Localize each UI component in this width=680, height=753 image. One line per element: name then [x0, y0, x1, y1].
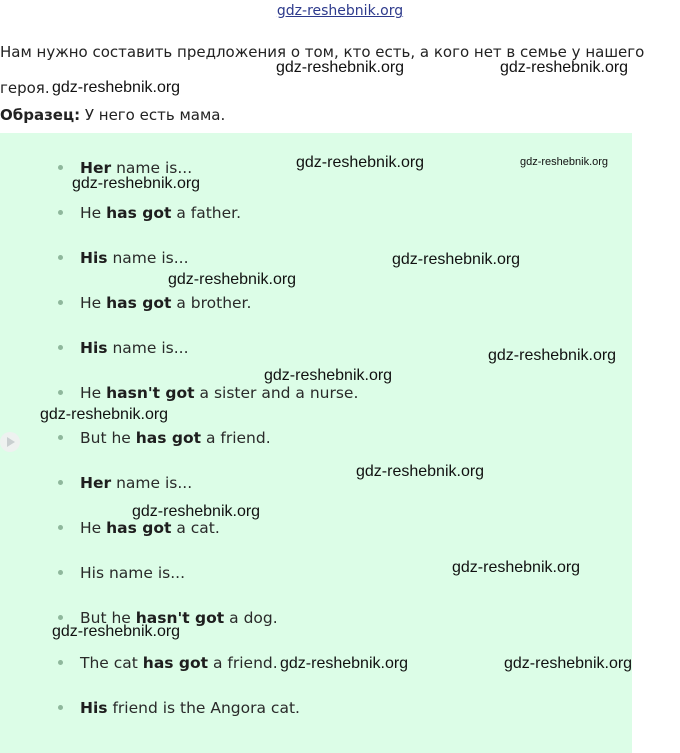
bullet-icon	[58, 480, 63, 485]
item-bold: has got	[142, 654, 209, 672]
bullet-icon	[58, 660, 63, 665]
watermark: gdz-reshebnik.org	[452, 559, 581, 576]
watermark: gdz-reshebnik.org	[72, 175, 201, 192]
bullet-icon	[58, 435, 63, 440]
example-text: У него есть мама.	[80, 106, 226, 124]
bullet-icon	[58, 615, 63, 620]
item-text: friend is the Angora cat.	[107, 699, 300, 717]
item-text: His name is...	[80, 564, 186, 582]
item-text: He	[80, 204, 107, 222]
item-text: a sister and a nurse.	[194, 384, 359, 402]
item-bold: has got	[106, 204, 172, 222]
item-bold: His	[80, 249, 108, 267]
item-text: name is...	[111, 474, 193, 492]
item-bold: His	[80, 699, 108, 717]
item-text: But he	[80, 609, 136, 627]
item-text: He	[80, 294, 107, 312]
bullet-icon	[58, 570, 63, 575]
item-bold: has got	[106, 519, 172, 537]
list-item	[58, 474, 192, 492]
play-icon[interactable]	[0, 432, 20, 452]
list-item	[58, 339, 189, 357]
item-text: name is...	[107, 339, 189, 357]
watermark: gdz-reshebnik.org	[504, 655, 633, 672]
watermark: gdz-reshebnik.org	[280, 655, 409, 672]
watermark: gdz-reshebnik.org	[296, 154, 425, 171]
item-text: a cat.	[171, 519, 220, 537]
watermark: gdz-reshebnik.org	[356, 463, 485, 480]
list-item	[58, 699, 300, 717]
item-text: The cat	[80, 654, 143, 672]
list-item	[58, 384, 358, 402]
item-bold: Her	[80, 159, 112, 177]
site-header-link[interactable]: gdz-reshebnik.org	[276, 3, 404, 19]
watermark: gdz-reshebnik.org	[52, 623, 181, 640]
watermark: gdz-reshebnik.org	[488, 347, 617, 364]
item-text: a brother.	[171, 294, 252, 312]
example-line	[0, 106, 225, 124]
bullet-icon	[58, 705, 63, 710]
bullet-icon	[58, 300, 63, 305]
bullet-icon	[58, 390, 63, 395]
watermark: gdz-reshebnik.org	[500, 59, 629, 76]
list-item	[58, 564, 185, 582]
watermark: gdz-reshebnik.org	[392, 251, 521, 268]
item-text: a dog.	[224, 609, 278, 627]
item-text: He	[80, 384, 107, 402]
list-item	[58, 429, 271, 447]
watermark: gdz-reshebnik.org	[52, 79, 181, 96]
bullet-icon	[58, 255, 63, 260]
item-text: name is...	[107, 249, 189, 267]
item-text: a father.	[171, 204, 242, 222]
example-label: Образец:	[0, 106, 81, 124]
item-bold: has got	[106, 294, 172, 312]
list-item	[58, 519, 220, 537]
bullet-icon	[58, 525, 63, 530]
item-text: name is...	[111, 159, 193, 177]
watermark: gdz-reshebnik.org	[520, 156, 609, 168]
item-bold: His	[80, 339, 108, 357]
list-item	[58, 294, 251, 312]
bullet-icon	[58, 165, 63, 170]
task-intro: Нам нужно составить предложения о том, кто есть, а кого нет в семье у нашего героя.	[0, 43, 645, 97]
item-bold: hasn't got	[135, 609, 225, 627]
watermark: gdz-reshebnik.org	[168, 271, 297, 288]
list-item	[58, 204, 241, 222]
watermark: gdz-reshebnik.org	[276, 59, 405, 76]
item-bold: Her	[80, 474, 112, 492]
list-item	[58, 249, 189, 267]
bullet-icon	[58, 345, 63, 350]
bullet-icon	[58, 210, 63, 215]
watermark: gdz-reshebnik.org	[40, 406, 169, 423]
watermark: gdz-reshebnik.org	[264, 367, 393, 384]
item-text: But he	[80, 429, 136, 447]
list-item	[58, 654, 278, 672]
item-text: a friend.	[208, 654, 278, 672]
item-text: a friend.	[201, 429, 271, 447]
item-text: He	[80, 519, 107, 537]
watermark: gdz-reshebnik.org	[132, 503, 261, 520]
item-bold: hasn't got	[106, 384, 195, 402]
item-bold: has got	[135, 429, 202, 447]
